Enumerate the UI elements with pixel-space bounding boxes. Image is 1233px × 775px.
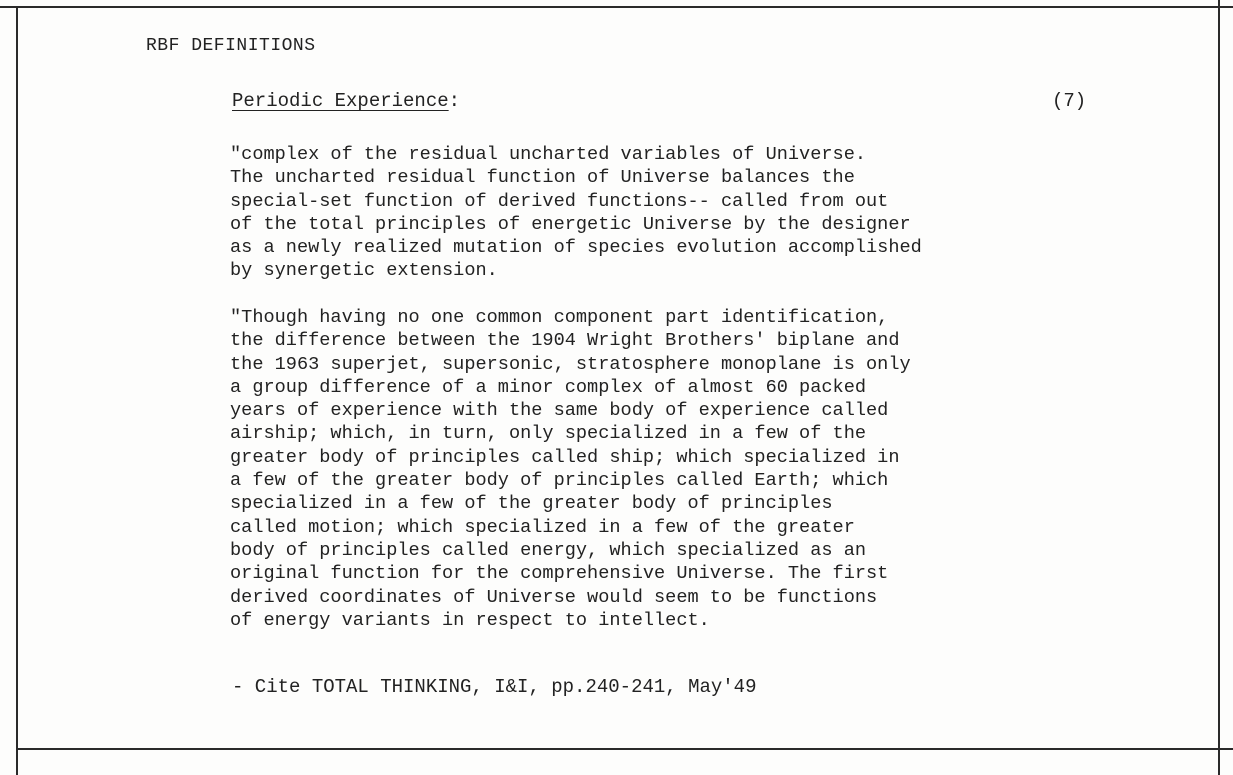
paragraph-line: of the total principles of energetic Universe by the designer (230, 213, 911, 235)
paragraph-line: of energy variants in respect to intellect. (230, 609, 710, 631)
paragraph-line: "Though having no one common component part identification, (230, 307, 889, 328)
paragraph-line: a group difference of a minor complex of almost 60 packed (230, 376, 867, 398)
entry-number: (7) (1052, 90, 1087, 112)
paragraph-line: original function for the comprehensive Universe. The first (230, 563, 889, 585)
citation: - Cite TOTAL THINKING, I&I, pp.240-241, May'49 (232, 676, 757, 698)
paragraph-line: body of principles called energy, which specialized as an (230, 539, 867, 561)
top-border-line (0, 6, 1233, 8)
paragraph-line: airship; which, in turn, only specialized in a few of the (230, 423, 867, 445)
paragraph-line: by synergetic extension. (230, 260, 498, 282)
paragraph-line: the difference between the 1904 Wright Brothers' biplane and (230, 330, 900, 352)
paragraph-line: The uncharted residual function of Universe balances the (230, 167, 855, 189)
paragraph-line: years of experience with the same body of experience called (230, 400, 889, 422)
bottom-border-line (16, 748, 1233, 750)
paragraph-line: a few of the greater body of principles called Earth; which (230, 470, 889, 492)
entry-term (232, 90, 460, 112)
top-right-tick (1218, 6, 1233, 8)
paragraph-line: called motion; which specialized in a few of the greater (230, 516, 855, 538)
paragraph-line: greater body of principles called ship; which specialized in (230, 446, 900, 468)
document-heading: RBF DEFINITIONS (146, 36, 316, 56)
definition-paragraph-2 (230, 306, 911, 632)
paragraph-line: "complex of the residual uncharted variables of Universe. (230, 144, 867, 165)
paragraph-line: as a newly realized mutation of species evolution accomplished (230, 237, 922, 259)
definition-paragraph-1 (230, 143, 922, 283)
paragraph-line: the 1963 superjet, supersonic, stratosphere monoplane is only (230, 353, 911, 375)
entry-term-colon: : (448, 90, 461, 112)
right-border-line (1218, 0, 1220, 775)
paragraph-line: specialized in a few of the greater body of principles (230, 493, 833, 515)
entry-term-text: Periodic Experience (232, 90, 449, 112)
left-border-line (16, 6, 18, 775)
paragraph-line: special-set function of derived functions-- called from out (230, 190, 889, 212)
paragraph-line: derived coordinates of Universe would seem to be functions (230, 586, 878, 608)
